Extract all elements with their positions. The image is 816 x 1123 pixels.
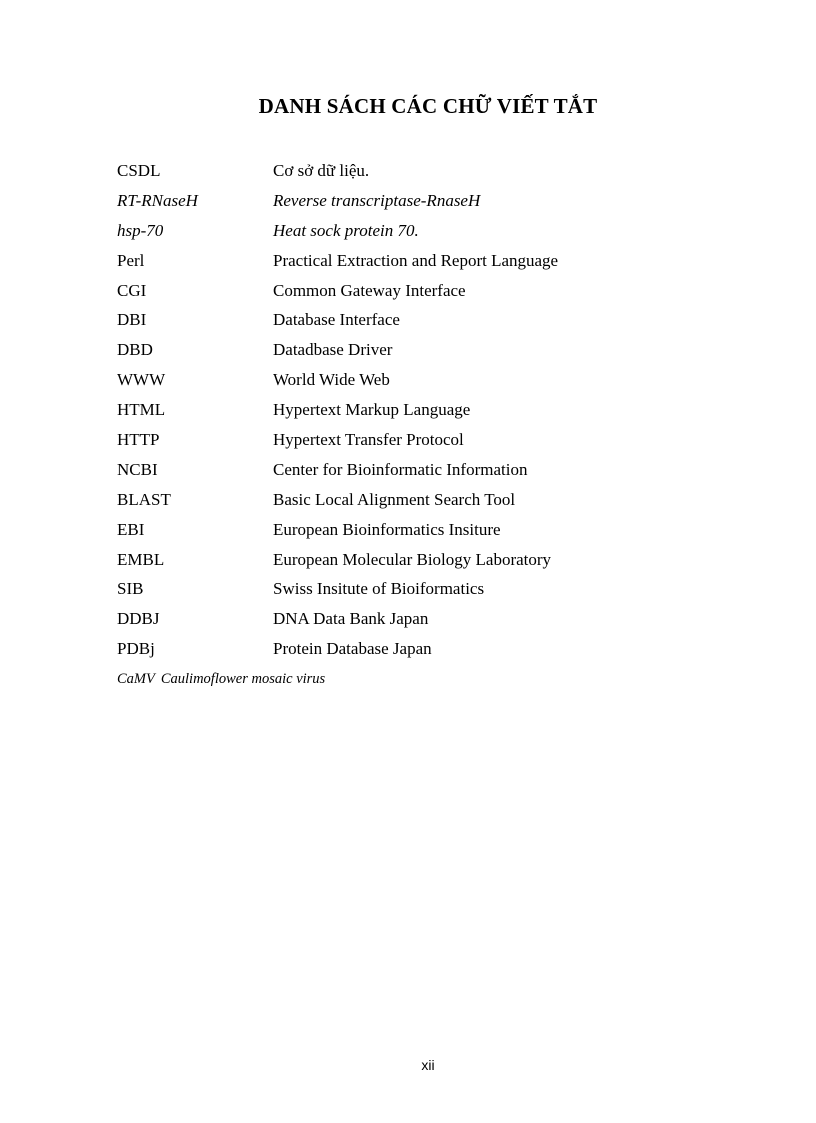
abbreviation-definition: DNA Data Bank Japan: [273, 609, 429, 629]
abbreviation-row: [117, 370, 717, 400]
abbreviation-definition: Swiss Insitute of Bioiformatics: [273, 579, 485, 599]
abbreviation-definition: European Molecular Biology Laboratory: [273, 549, 552, 569]
abbreviation-row: [117, 520, 717, 550]
abbreviation-definition: Basic Local Alignment Search Tool: [273, 489, 516, 509]
abbreviation-definition: Hypertext Markup Language: [273, 400, 471, 420]
abbreviation-row: [117, 281, 717, 311]
abbreviation-row: [117, 191, 717, 221]
abbreviation-definition: Cơ sở dữ liệu.: [273, 161, 370, 180]
abbreviation-definition: Datadbase Driver: [273, 340, 393, 360]
abbreviation-definition: Database Interface: [273, 310, 400, 330]
abbreviation-term: SIB: [117, 579, 144, 599]
abbreviation-definition: Heat sock protein 70.: [273, 220, 419, 240]
abbreviation-row: [117, 221, 717, 251]
abbreviation-term: BLAST: [117, 489, 171, 509]
abbreviation-row: [117, 669, 717, 699]
abbreviation-definition: Reverse transcriptase-RnaseH: [273, 190, 481, 210]
page-title: DANH SÁCH CÁC CHỮ VIẾT TẮT: [258, 94, 598, 118]
abbreviation-term: RT-RNaseH: [117, 190, 198, 210]
abbreviation-term: CSDL: [117, 161, 161, 180]
abbreviation-row: [117, 400, 717, 430]
abbreviation-term: CaMV: [117, 671, 155, 688]
abbreviation-row: [117, 639, 717, 669]
abbreviation-term: DBD: [117, 340, 153, 360]
abbreviation-row: [117, 251, 717, 281]
abbreviation-definition: Center for Bioinformatic Information: [273, 459, 528, 479]
abbreviation-definition: Practical Extraction and Report Language: [273, 250, 559, 270]
abbreviation-row: [117, 310, 717, 340]
abbreviation-row: [117, 430, 717, 460]
abbreviation-term: Perl: [117, 250, 145, 270]
abbreviation-term: WWW: [117, 370, 166, 390]
page-number: xii: [421, 1057, 435, 1073]
abbreviation-term: HTML: [117, 400, 166, 420]
abbreviation-definition: Hypertext Transfer Protocol: [273, 430, 464, 450]
abbreviation-row: [117, 550, 717, 580]
abbreviation-list: [117, 161, 717, 699]
abbreviation-row: [117, 609, 717, 639]
abbreviation-definition: Common Gateway Interface: [273, 280, 466, 300]
abbreviation-definition: World Wide Web: [273, 370, 390, 390]
abbreviation-row: [117, 460, 717, 490]
abbreviation-term: DDBJ: [117, 609, 160, 629]
abbreviation-definition: Protein Database Japan: [273, 639, 432, 659]
abbreviation-term: DBI: [117, 310, 147, 330]
abbreviation-term: EMBL: [117, 549, 165, 569]
abbreviation-term: NCBI: [117, 459, 158, 479]
abbreviation-row: [117, 340, 717, 370]
abbreviation-term: EBI: [117, 519, 145, 539]
abbreviation-term: HTTP: [117, 430, 160, 450]
abbreviation-row: [117, 161, 717, 191]
abbreviation-row: [117, 490, 717, 520]
abbreviation-row: [117, 579, 717, 609]
abbreviation-term: PDBj: [117, 639, 155, 659]
abbreviation-definition: European Bioinformatics Insiture: [273, 519, 501, 539]
abbreviation-term: CGI: [117, 280, 147, 300]
abbreviation-definition: Caulimoflower mosaic virus: [160, 671, 326, 688]
abbreviation-term: hsp-70: [117, 220, 164, 240]
